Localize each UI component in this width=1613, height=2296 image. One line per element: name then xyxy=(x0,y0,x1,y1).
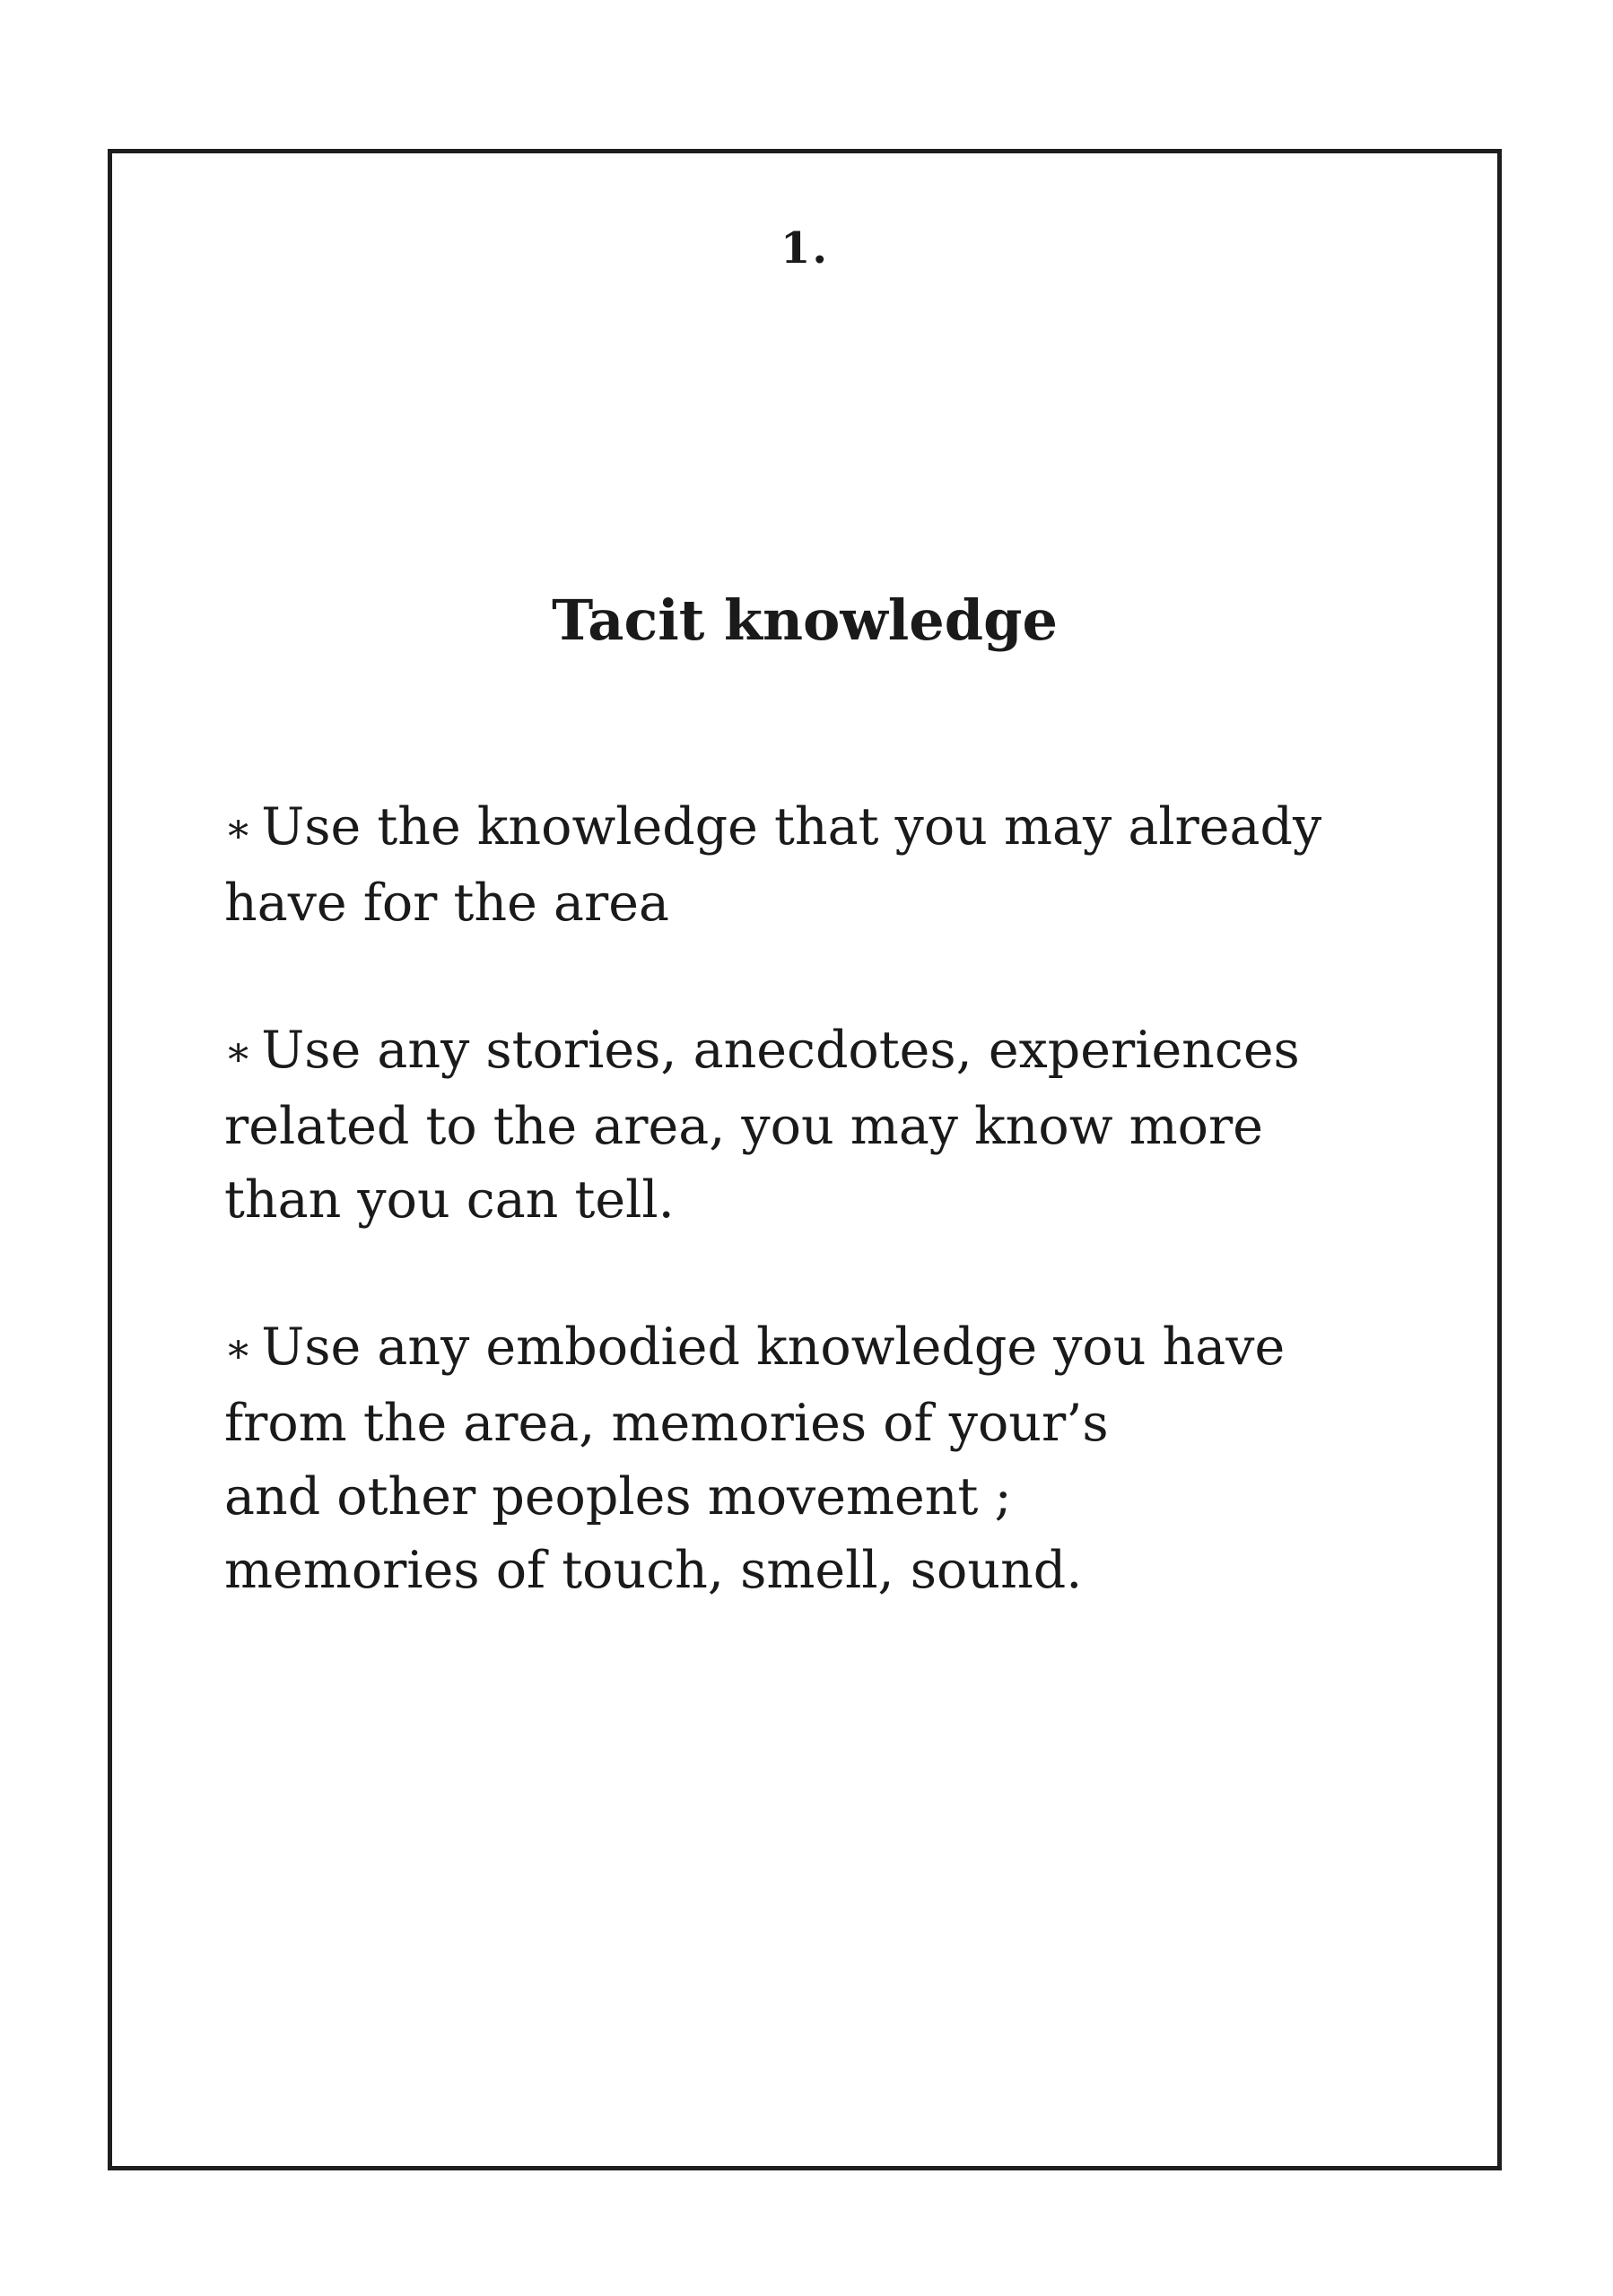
instruction-item xyxy=(224,1013,1426,1237)
instruction-line: have for the area xyxy=(224,874,669,933)
asterisk-bullet-icon: ∗ xyxy=(224,1324,253,1372)
instruction-text: Use any stories, anecdotes, experiences xyxy=(261,1021,1300,1080)
asterisk-bullet-icon: ∗ xyxy=(224,1027,253,1075)
instruction-line xyxy=(224,790,1426,866)
card-frame xyxy=(108,149,1502,2170)
instruction-item xyxy=(224,1310,1426,1607)
instruction-line xyxy=(224,1013,1426,1090)
instruction-line: related to the area, you may know more xyxy=(224,1097,1263,1156)
card-number: 1. xyxy=(780,223,830,274)
instruction-text: Use any embodied knowledge you have xyxy=(261,1318,1286,1377)
card-title: Tacit knowledge xyxy=(552,587,1058,653)
instruction-line: and other peoples movement ; xyxy=(224,1467,1012,1526)
instruction-line: than you can tell. xyxy=(224,1170,675,1230)
instruction-item xyxy=(224,790,1426,940)
instruction-line xyxy=(224,1310,1426,1387)
instruction-line: memories of touch, smell, sound. xyxy=(224,1541,1083,1600)
instruction-list xyxy=(224,790,1426,1681)
instruction-text: Use the knowledge that you may already xyxy=(261,797,1322,857)
asterisk-bullet-icon: ∗ xyxy=(224,804,253,852)
instruction-line: from the area, memories of your’s xyxy=(224,1394,1109,1453)
